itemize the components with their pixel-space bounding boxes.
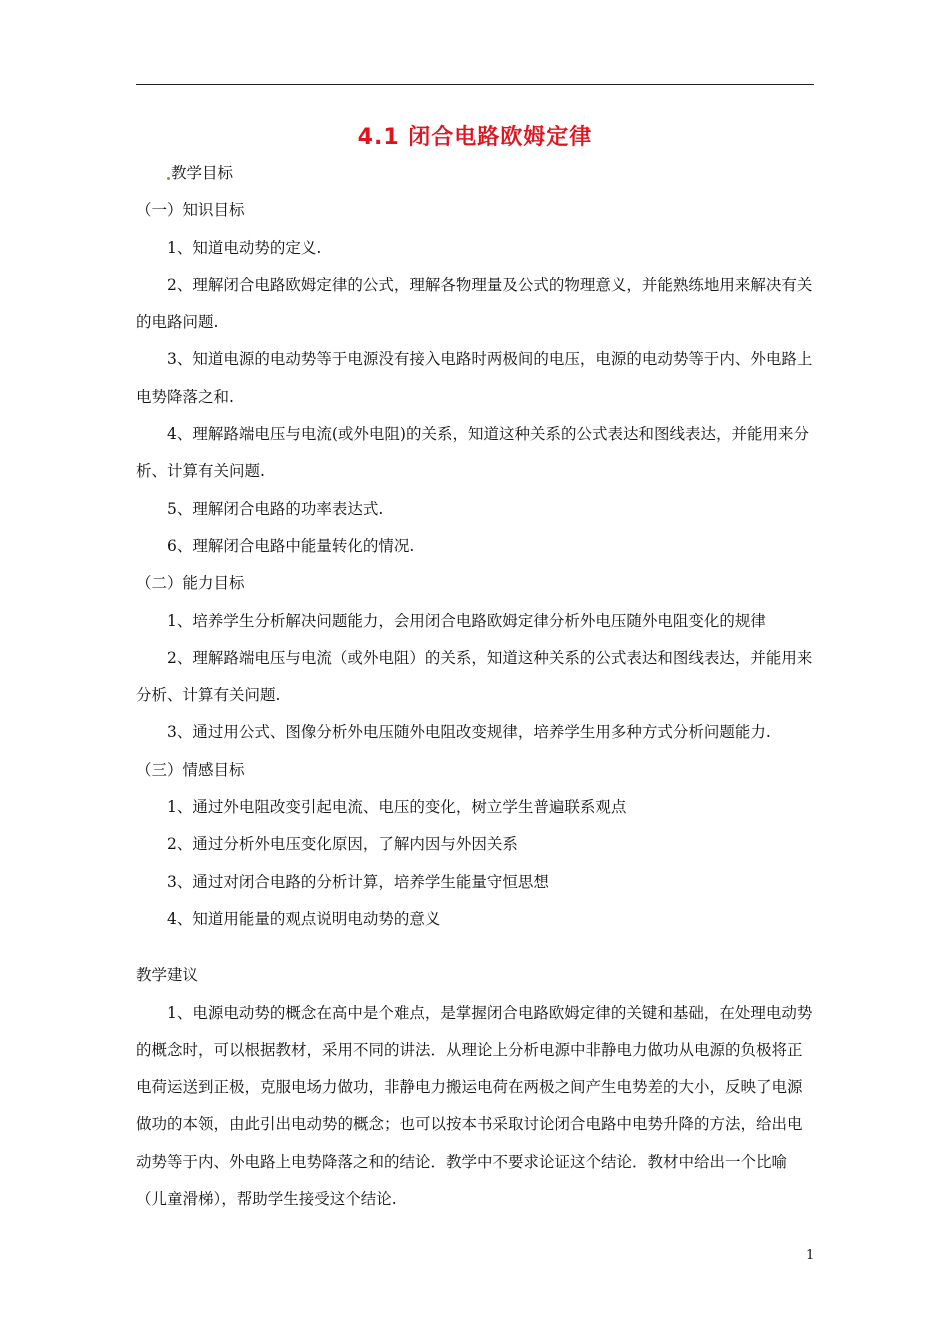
list-item: 4、理解路端电压与电流(或外电阻)的关系，知道这种关系的公式表达和图线表达，并能用来分析、计算有关问题. bbox=[136, 425, 809, 481]
list-item: 1、通过外电阻改变引起电流、电压的变化，树立学生普遍联系观点 bbox=[167, 798, 627, 817]
list-item: 2、理解路端电压与电流（或外电阻）的关系，知道这种关系的公式表达和图线表达，并能用来分析、计算有关问题. bbox=[136, 648, 813, 705]
goals-heading: 教学目标 bbox=[136, 155, 816, 192]
document-body bbox=[136, 155, 816, 1218]
marker-dot-icon bbox=[167, 177, 170, 180]
suggestion-paragraph: 1、电源电动势的概念在高中是个难点，是掌握闭合电路欧姆定律的关键和基础，在处理电动势的概念时，可以根据教材，采用不同的讲法．从理论上分析电源中非静电力做功从电源的负极将正电荷运送到正极，克服电场力做功，非静电力搬运电荷在两极之间产生电势差的大小，反映了电源做功的本领，由此引出电动势的概念；也可以按本书采取讨论闭合电路中电势升降的方法，给出电动势等于内、外电路上电势降落之和的结论．教学中不要求论证这个结论．教材中给出一个比喻（儿童滑梯），帮助学生接受这个结论. bbox=[136, 1003, 813, 1209]
section-heading-emotion: （三）情感目标 bbox=[136, 760, 245, 779]
list-item: 1、知道电动势的定义. bbox=[167, 238, 322, 257]
section-heading-ability: （二）能力目标 bbox=[136, 574, 245, 593]
list-item: 3、通过用公式、图像分析外电压随外电阻改变规律，培养学生用多种方式分析问题能力. bbox=[167, 723, 771, 742]
list-item: 6、理解闭合电路中能量转化的情况. bbox=[167, 536, 415, 555]
list-item: 2、通过分析外电压变化原因，了解内因与外因关系 bbox=[167, 835, 518, 854]
suggestions-heading: 教学建议 bbox=[136, 966, 199, 985]
section-heading-knowledge: （一）知识目标 bbox=[136, 201, 245, 220]
list-item: 4、知道用能量的观点说明电动势的意义 bbox=[167, 909, 441, 928]
list-item: 5、理解闭合电路的功率表达式. bbox=[167, 499, 384, 518]
list-item: 3、知道电源的电动势等于电源没有接入电路时两极间的电压，电源的电动势等于内、外电路上电势降落之和. bbox=[136, 350, 813, 406]
document-title: 4.1 闭合电路欧姆定律 bbox=[357, 125, 593, 150]
header-rule bbox=[136, 84, 814, 85]
list-item: 1、培养学生分析解决问题能力，会用闭合电路欧姆定律分析外电压随外电阻变化的规律 bbox=[167, 611, 766, 630]
list-item: 2、理解闭合电路欧姆定律的公式，理解各物理量及公式的物理意义，并能熟练地用来解决有关的电路问题. bbox=[136, 275, 813, 332]
list-item: 3、通过对闭合电路的分析计算，培养学生能量守恒思想 bbox=[167, 872, 549, 891]
page-number: 1 bbox=[806, 1248, 815, 1263]
spacer bbox=[136, 938, 816, 957]
